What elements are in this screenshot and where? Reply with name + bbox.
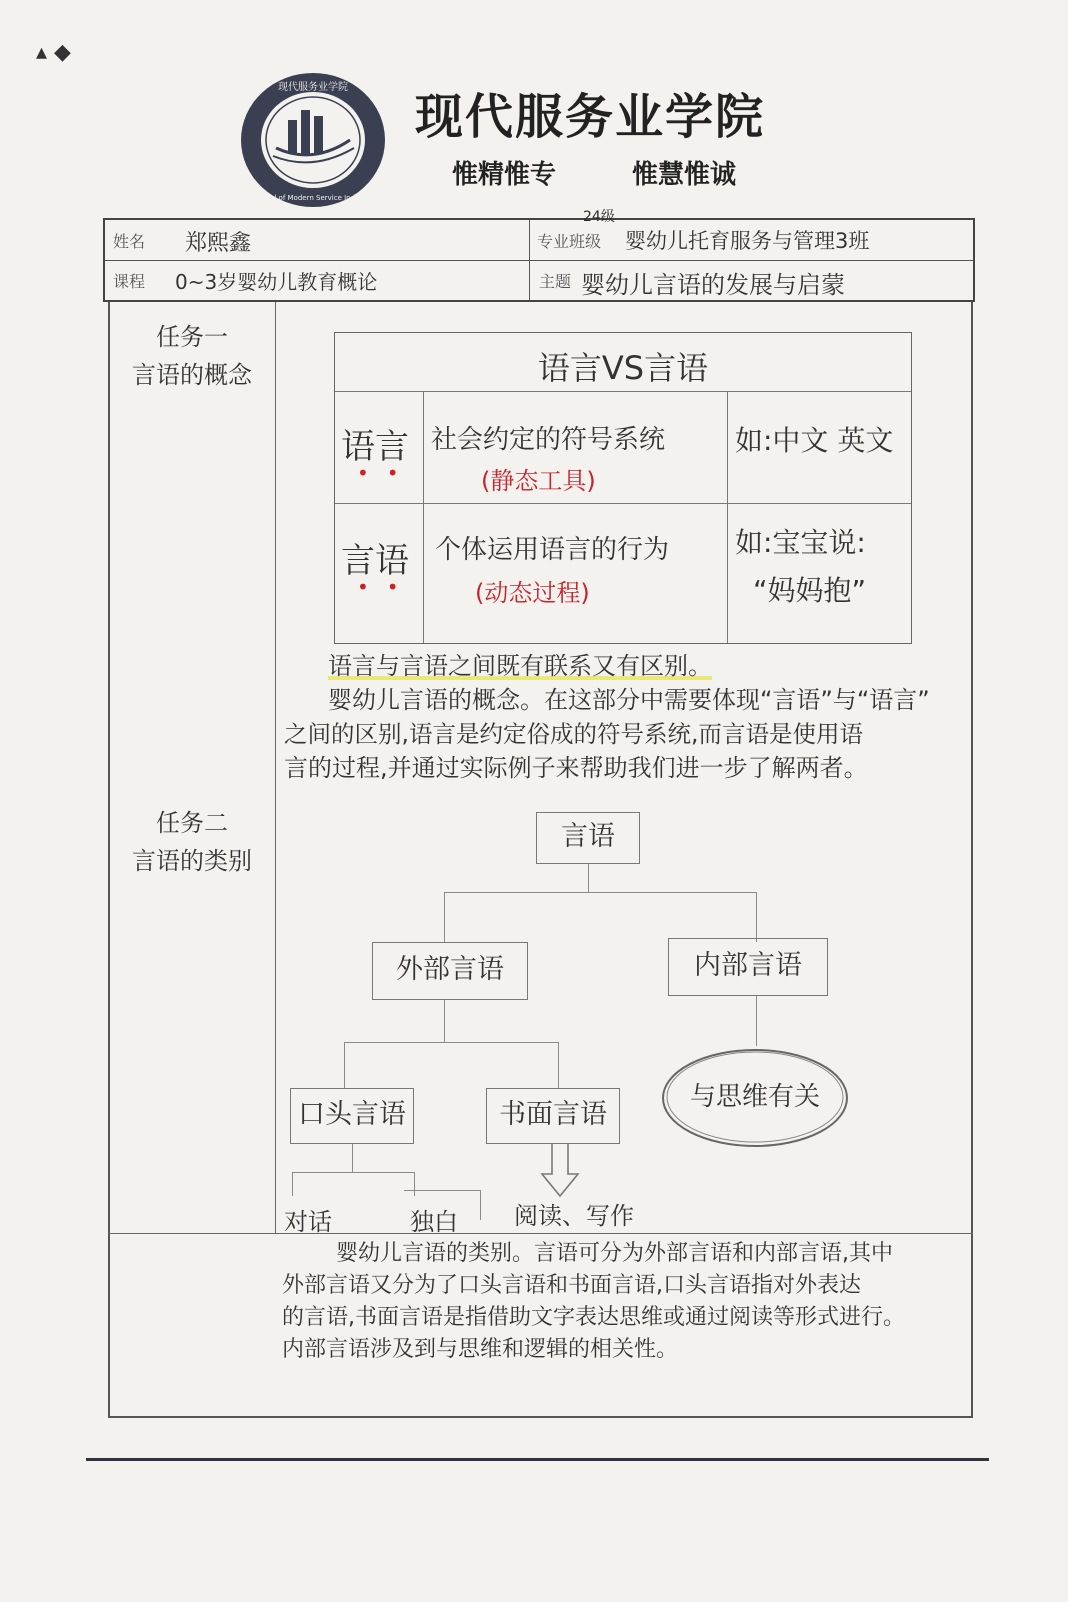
svg-text:School of Modern Service Indus: School of Modern Service Industry [253, 194, 373, 202]
tree-node-written: 书面言语 [486, 1088, 620, 1144]
course-value: 0~3岁婴幼儿教育概论 [175, 270, 378, 294]
tree-connector [444, 892, 756, 893]
tree-connector [588, 864, 589, 892]
note-language: (静态工具) [481, 467, 596, 495]
tree-node-oral: 口头言语 [290, 1088, 414, 1144]
tree-connector [444, 1000, 445, 1042]
def-speech: 个体运用语言的行为 [435, 535, 670, 565]
task2-text-line3: 的言语,书面言语是指借助文字表达思维或通过阅读等形式进行。 [282, 1305, 905, 1330]
emphasis-dots-1: •• [357, 461, 417, 485]
tree-connector [404, 1190, 480, 1191]
course-label: 课程 [113, 272, 146, 291]
motto-left: 惟精惟专 [452, 160, 557, 190]
example-speech-1: 如:宝宝说: [735, 526, 866, 559]
task1-text-line3: 之间的区别,语言是约定俗成的符号系统,而言语是使用语 [284, 720, 863, 748]
task1-text-line1 [328, 650, 712, 682]
tree-node-thinking [658, 1046, 852, 1150]
task2-text-line4: 内部言语涉及到与思维和逻辑的相关性。 [282, 1337, 679, 1362]
example-speech-2: “妈妈抱” [753, 574, 867, 607]
tree-node-external: 外部言语 [372, 942, 528, 1000]
info-table [103, 209, 975, 302]
thinking-label: 与思维有关 [689, 1082, 820, 1112]
name-value: 郑熙鑫 [185, 231, 252, 256]
task-column-divider [275, 302, 276, 1234]
tree-connector [558, 1042, 559, 1088]
tree-connector [480, 1190, 481, 1220]
tree-connector [344, 1042, 558, 1043]
info-row-divider [105, 260, 973, 261]
def-language: 社会约定的符号系统 [431, 425, 666, 455]
term-speech: 言语 [341, 541, 409, 581]
college-logo [238, 70, 388, 210]
tree-connector [292, 1172, 293, 1196]
task1-label [108, 318, 276, 394]
topic-label: 主题 [539, 272, 572, 291]
tree-connector [756, 996, 757, 1046]
topic-value: 婴幼儿言语的发展与启蒙 [581, 271, 845, 299]
leaf-monologue: 独白 [410, 1208, 458, 1236]
task2-subtitle: 言语的类别 [132, 847, 252, 875]
summary-divider [108, 1233, 973, 1234]
leaf-read-write: 阅读、写作 [514, 1202, 634, 1230]
example-language: 如:中文 英文 [735, 424, 894, 457]
emphasis-dots-2: •• [357, 575, 417, 599]
task2-label [108, 804, 276, 880]
down-arrow-icon [540, 1144, 580, 1198]
name-label: 姓名 [113, 232, 146, 251]
task1-text-line4: 言的过程,并通过实际例子来帮助我们进一步了解两者。 [284, 754, 868, 782]
tree-root-speech: 言语 [536, 812, 640, 864]
paper-mark: ▴ ◆ [36, 40, 71, 65]
task2-text-line1: 婴幼儿言语的类别。言语可分为外部言语和内部言语,其中 [336, 1241, 893, 1266]
class-value: 婴幼儿托育服务与管理3班 [625, 229, 870, 253]
note-speech: (动态过程) [475, 579, 590, 607]
task2-text-line2: 外部言语又分为了口头言语和书面言语,口头言语指对外表达 [282, 1273, 861, 1298]
task1-title: 任务一 [156, 323, 228, 351]
term-language: 语言 [341, 427, 409, 467]
cmp-row-line [335, 503, 911, 504]
comparison-table [334, 332, 912, 644]
task1-subtitle: 言语的概念 [132, 361, 252, 389]
cmp-col-line-1 [423, 391, 424, 643]
svg-text:现代服务业学院: 现代服务业学院 [278, 82, 348, 93]
task2-title: 任务二 [156, 809, 228, 837]
tree-connector [292, 1172, 414, 1173]
comparison-title: 语言VS言语 [537, 349, 709, 387]
motto-right: 惟慧惟诚 [632, 160, 737, 190]
tree-connector [756, 892, 757, 942]
leaf-dialogue: 对话 [284, 1208, 332, 1236]
class-note: 24级 [583, 209, 615, 225]
tree-connector [352, 1144, 353, 1172]
cmp-header-line [335, 391, 911, 392]
tree-connector [414, 1172, 415, 1196]
highlighted-sentence: 语言与言语之间既有联系又有区别。 [328, 652, 712, 680]
tree-connector [344, 1042, 345, 1088]
footer-rule [86, 1458, 989, 1461]
class-label: 专业班级 [537, 232, 602, 251]
tree-node-internal: 内部言语 [668, 938, 828, 996]
college-name: 现代服务业学院 [415, 89, 766, 145]
cmp-col-line-2 [727, 391, 728, 643]
tree-connector [444, 892, 445, 942]
task1-text-line2: 婴幼儿言语的概念。在这部分中需要体现“言语”与“语言” [328, 686, 930, 714]
